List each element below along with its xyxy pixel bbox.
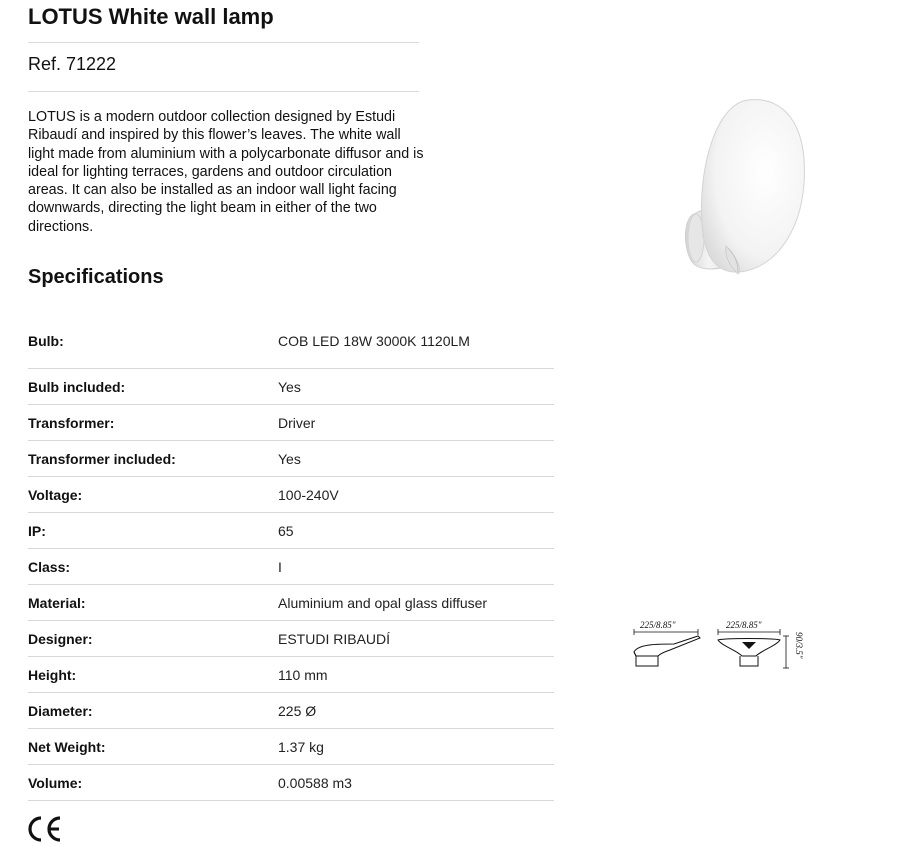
specifications-heading: Specifications: [28, 266, 164, 288]
divider: [28, 91, 419, 92]
spec-value: Yes: [278, 450, 301, 467]
spec-value: 225 Ø: [278, 702, 317, 719]
spec-row-transformer-included: [28, 441, 554, 477]
spec-value: 0.00588 m3: [278, 774, 352, 791]
spec-value: 65: [278, 522, 294, 539]
product-image: [676, 96, 816, 276]
spec-row-volume: [28, 765, 554, 801]
spec-label: Diameter:: [28, 702, 93, 719]
spec-value: 1.37 kg: [278, 738, 324, 755]
spec-label: IP:: [28, 522, 46, 539]
dimension-drawing: [628, 616, 808, 678]
spec-row-bulb: [28, 314, 554, 369]
spec-label: Material:: [28, 594, 86, 611]
spec-row-height: [28, 657, 554, 693]
spec-value: COB LED 18W 3000K 1120LM: [278, 333, 470, 349]
spec-label: Height:: [28, 666, 77, 683]
spec-label: Transformer included:: [28, 450, 176, 467]
spec-row-diameter: [28, 693, 554, 729]
spec-value: Driver: [278, 414, 316, 431]
spec-label: Volume:: [28, 774, 83, 791]
page-title: LOTUS White wall lamp: [28, 4, 274, 29]
spec-value: 100-240V: [278, 486, 339, 503]
spec-value: Aluminium and opal glass diffuser: [278, 594, 488, 611]
spec-label: Bulb:: [28, 333, 64, 349]
spec-value: I: [278, 558, 282, 575]
spec-row-net-weight: [28, 729, 554, 765]
specifications-table: [28, 314, 554, 801]
spec-row-material: [28, 585, 554, 621]
spec-value: Yes: [278, 378, 301, 395]
product-description: LOTUS is a modern outdoor collection designed by Estudi Ribaudí and inspired by this flower’s leaves. The white wall light made from aluminium with a polycarbonate diffusor and is ideal for lighting terraces, gardens and outdoor circulation areas. It can also be installed as an indoor wall light facing downwards, directing the light beam in either of the two directions.: [28, 109, 424, 235]
dimension-label-width: 225/8.85": [640, 620, 676, 630]
divider: [28, 42, 419, 43]
spec-row-transformer: [28, 405, 554, 441]
spec-label: Transformer:: [28, 414, 115, 431]
spec-label: Bulb included:: [28, 378, 126, 395]
dimension-label-width: 225/8.85": [726, 620, 762, 630]
spec-row-class: [28, 549, 554, 585]
spec-row-ip: [28, 513, 554, 549]
spec-value: ESTUDI RIBAUDÍ: [278, 630, 391, 647]
dimension-label-height: 90/3.5": [794, 632, 804, 659]
spec-label: Voltage:: [28, 486, 83, 503]
product-reference: Ref. 71222: [28, 54, 117, 74]
spec-label: Designer:: [28, 630, 93, 647]
spec-value: 110 mm: [278, 666, 328, 683]
spec-row-designer: [28, 621, 554, 657]
spec-label: Net Weight:: [28, 738, 106, 755]
ce-mark-icon: [26, 815, 62, 843]
spec-row-voltage: [28, 477, 554, 513]
spec-label: Class:: [28, 558, 71, 575]
spec-row-bulb-included: [28, 369, 554, 405]
